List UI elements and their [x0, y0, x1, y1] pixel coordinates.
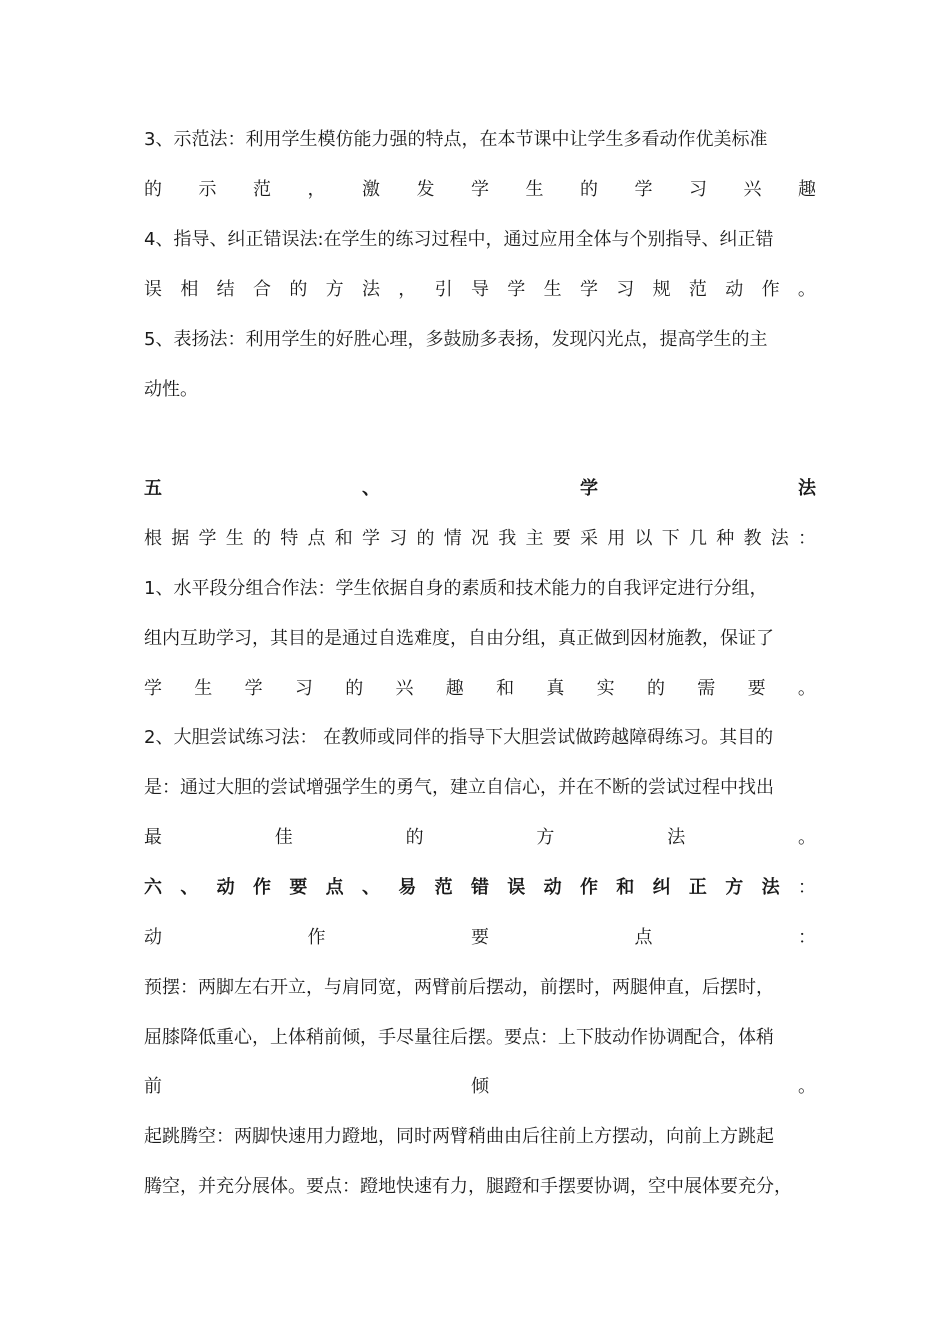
paragraph-line: 2、大胆尝试练习法： 在教师或同伴的指导下大胆尝试做跨越障碍练习。其目的	[144, 727, 774, 748]
paragraph-line: 3、示范法：利用学生模仿能力强的特点，在本节课中让学生多看动作优美标准	[144, 129, 768, 150]
justified-line: 的 示 范 ， 激 发 学 生 的 学 习 兴 趣	[144, 179, 816, 200]
paragraph-line: 5、表扬法：利用学生的好胜心理，多鼓励多表扬，发现闪光点，提高学生的主	[144, 329, 768, 350]
section-heading: 六 、 动 作 要 点 、 易 范 错 误 动 作 和 纠 正 方 法 ：	[144, 877, 816, 898]
paragraph-line: 起跳腾空：两脚快速用力蹬地，同时两臂稍曲由后往前上方摆动，向前上方跳起	[144, 1126, 774, 1147]
paragraph-line: 4、指导、纠正错误法:在学生的练习过程中，通过应用全体与个别指导、纠正错	[144, 229, 774, 250]
paragraph-line: 屈膝降低重心，上体稍前倾，手尽量往后摆。要点：上下肢动作协调配合，体稍	[144, 1027, 774, 1048]
justified-line: 误 相 结 合 的 方 法 ， 引 导 学 生 学 习 规 范 动 作 。	[144, 279, 816, 300]
justified-line: 根 据 学 生 的 特 点 和 学 习 的 情 况 我 主 要 采 用 以 下 几 种 教 法 ：	[144, 528, 816, 549]
paragraph-line: 组内互助学习，其目的是通过自选难度，自由分组，真正做到因材施教，保证了	[144, 628, 774, 649]
paragraph-line: 动性。	[144, 379, 198, 400]
paragraph-line: 腾空，并充分展体。要点：蹬地快速有力，腿蹬和手摆要协调，空中展体要充分，	[144, 1176, 792, 1197]
justified-line: 前 倾 。	[144, 1076, 816, 1097]
justified-line: 最 佳 的 方 法 。	[144, 827, 816, 848]
justified-line: 动 作 要 点 ：	[144, 927, 816, 948]
section-heading: 五 、 学 法	[144, 478, 816, 499]
justified-line: 学 生 学 习 的 兴 趣 和 真 实 的 需 要 。	[144, 678, 816, 699]
paragraph-line: 1、水平段分组合作法：学生依据自身的素质和技术能力的自我评定进行分组，	[144, 578, 768, 599]
paragraph-line: 是：通过大胆的尝试增强学生的勇气，建立自信心，并在不断的尝试过程中找出	[144, 777, 774, 798]
paragraph-line: 预摆：两脚左右开立，与肩同宽，两臂前后摆动，前摆时，两腿伸直，后摆时，	[144, 977, 774, 998]
